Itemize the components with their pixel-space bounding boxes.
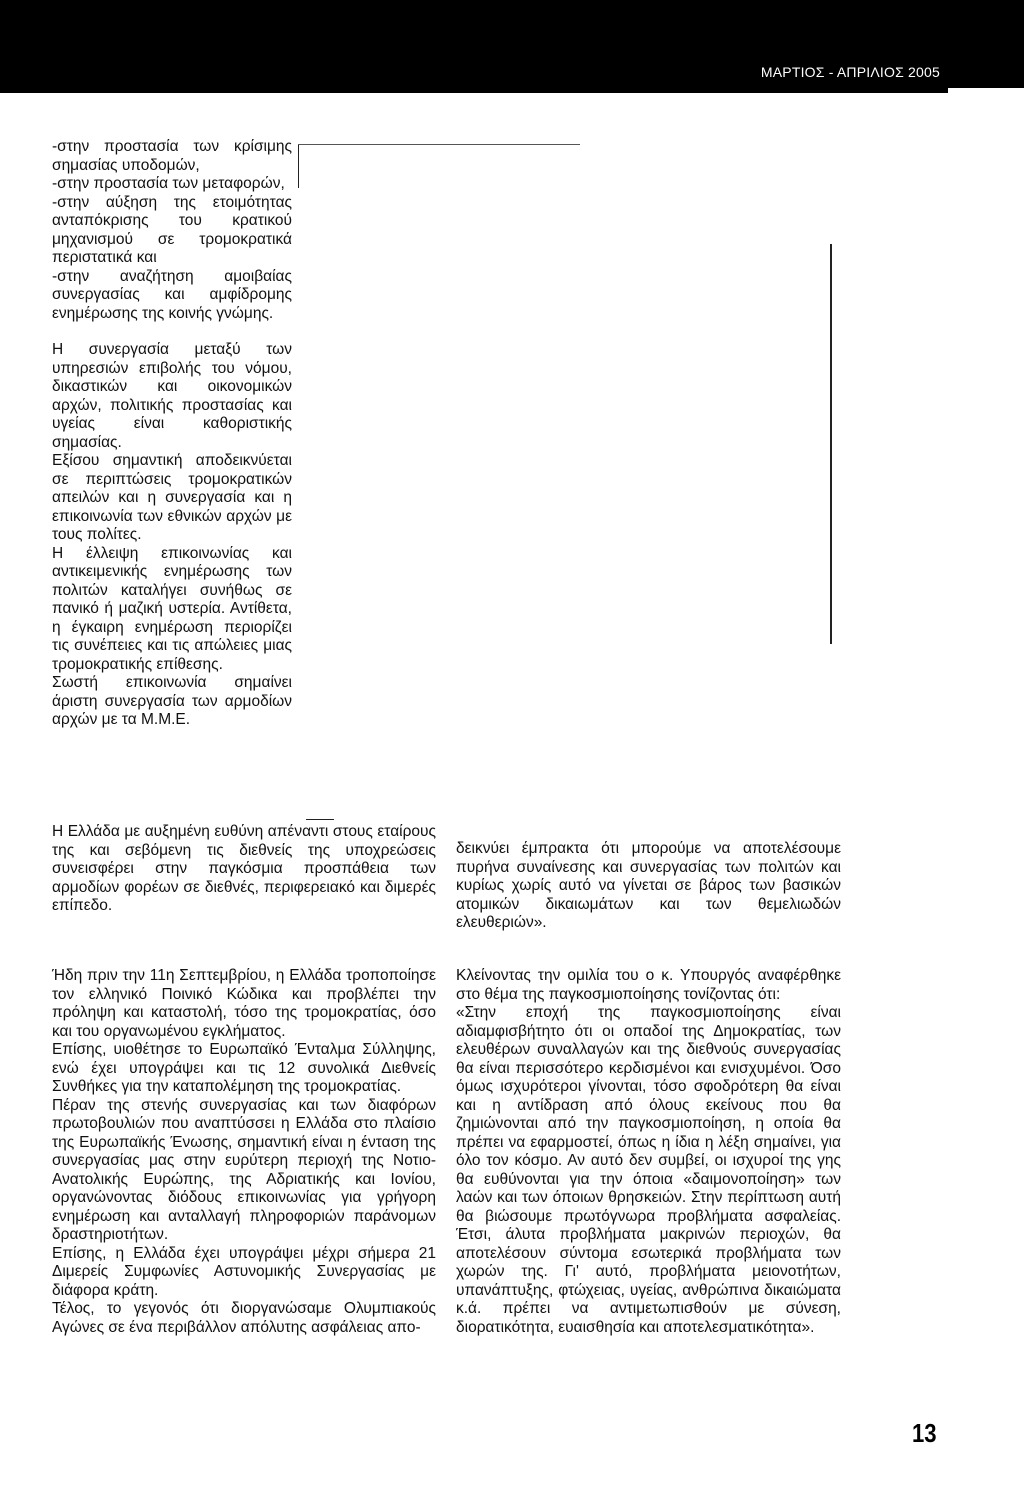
column-left bbox=[52, 138, 292, 730]
paragraph: Σωστή επικοινωνία σημαίνει άριστη συνεργασία των αρμοδίων αρχών με τα Μ.Μ.Ε. bbox=[52, 674, 292, 728]
paragraph: -στην αύξηση της ετοιμότητας ανταπόκρισης του κρατικού μηχανισμού σε τρομοκρατικά περιστατικά και bbox=[52, 193, 292, 266]
paragraph: Εξίσου σημαντική αποδεικνύεται σε περιπτώσεις τρομοκρατικών απειλών και η συνεργασία και η επικοινωνία των εθνικών αρχών με τους πολίτες. bbox=[52, 452, 292, 543]
paragraph: Ήδη πριν την 11η Σεπτεμβρίου, η Ελλάδα τροποποίησε τον ελληνικό Ποινικό Κώδικα και προβλέπει την πρόληψη και καταστολή, τόσο της τρομοκρατίας, όσο και του οργανωμένου εγκλήματος. bbox=[52, 967, 436, 1040]
paragraph: Επίσης, η Ελλάδα έχει υπογράψει μέχρι σήμερα 21 Διμερείς Συμφωνίες Αστυνομικής Συνεργασίας με διάφορα κράτη. bbox=[52, 1244, 436, 1299]
paragraph: δεικνύει έμπρακτα ότι μπορούμε να αποτελέσουμε πυρήνα συναίνεσης και συνεργασίας των πολιτών και κυρίως χωρίς αυτό να γίνεται σε βάρος των βασικών ατομικών δικαιωμάτων και των θεμελιωδών ελευθεριών». bbox=[456, 840, 841, 931]
column-wide-body bbox=[52, 967, 436, 1337]
paragraph: -στην προστασία των μεταφορών, bbox=[52, 175, 285, 192]
paragraph: Κλείνοντας την ομιλία του ο κ. Υπουργός αναφέρθηκε στο θέμα της παγκοσμιοποίησης τονίζοντας ότι: bbox=[456, 967, 841, 1003]
paragraph: -στην προστασία των κρίσιμης σημασίας υποδομών, bbox=[52, 138, 292, 174]
paragraph: Η Ελλάδα με αυξημένη ευθύνη απέναντι στους εταίρους της και σεβόμενη τις διεθνείς της υποχρεώσεις συνεισφέρει στην παγκόσμια προσπάθεια των αρμοδίων φορέων σε διεθνές, περιφερειακό και διμερές επίπεδο. bbox=[52, 823, 436, 914]
frame-line-bottom bbox=[306, 819, 334, 820]
column-right-body bbox=[456, 967, 841, 1337]
photo-placeholder bbox=[298, 144, 834, 824]
paragraph: «Στην εποχή της παγκοσμιοποίησης είναι αδιαμφισβήτητο ότι οι οπαδοί της Δημοκρατίας, των ελευθέρων συναλλαγών και της διεθνούς συνεργασίας θα είναι περισσότερο κερδισμένοι και ενισχυμένοι. Όσο όμως ισχυρότεροι γίνονται, τόσο σφοδρότερη θα είναι και η αντίδραση από όλους εκείνους που θα ζημιώνονται από την παγκοσμιοποίηση, η οποία θα πρέπει να εφαρμοστεί, όπως η ίδια η λέξη σημαίνει, για όλο τον κόσμο. Αν αυτό δεν συμβεί, οι ισχυροί της γης θα ευθύνονται για την όποια «δαιμονοποίηση» των λαών και των όποιων θρησκειών. Στην περίπτωση αυτή θα βιώσουμε πρωτόγνωρα προβλήματα ασφαλείας. Έτσι, άλυτα προβλήματα μακρινών περιοχών, θα αποτελέσουν σύντομα εσωτερικά προβλήματα των χωρών της. Γι' αυτό, προβλήματα μειονοτήτων, υπανάπτυξης, φτώχειας, υγείας, ανθρώπινα δικαιώματα κ.ά. πρέπει να αντιμετωπισθούν με σύνεση, διορατικότητα, ευαισθησία και αποτελεσματικότητα». bbox=[456, 1004, 841, 1336]
page-number: 13 bbox=[912, 1418, 937, 1448]
column-right-top bbox=[456, 840, 841, 933]
header-rule bbox=[0, 88, 948, 93]
column-wide-top bbox=[52, 823, 436, 916]
issue-date: ΜΑΡΤΙΟΣ - ΑΠΡΙΛΙΟΣ 2005 bbox=[760, 64, 940, 80]
paragraph: Τέλος, το γεγονός ότι διοργανώσαμε Ολυμπιακούς Αγώνες σε ένα περιβάλλον απόλυτης ασφάλειας απο- bbox=[52, 1300, 436, 1336]
frame-line-right bbox=[830, 244, 832, 644]
paragraph: -στην αναζήτηση αμοιβαίας συνεργασίας και αμφίδρομης ενημέρωσης της κοινής γνώμης. bbox=[52, 267, 292, 322]
paragraph: Επίσης, υιοθέτησε το Ευρωπαϊκό Ένταλμα Σύλληψης, ενώ έχει υπογράψει και τις 12 συνολικά Διεθνείς Συνθήκες για την καταπολέμηση της τρομοκρατίας. bbox=[52, 1041, 436, 1095]
paragraph: Η συνεργασία μεταξύ των υπηρεσιών επιβολής του νόμου, δικαστικών και οικονομικών αρχών, πολιτικής προστασίας και υγείας είναι καθοριστικής σημασίας. bbox=[52, 341, 292, 451]
paragraph: Πέραν της στενής συνεργασίας και των διαφόρων πρωτοβουλιών που αναπτύσσει η Ελλάδα στο πλαίσιο της Ευρωπαϊκής Ένωσης, σημαντική είναι η ένταση της συνεργασίας μας στην ευρύτερη περιοχή της Νοτιο-Ανατολικής Ευρώπης, της Αδριατικής και Ιονίου, οργανώνοντας διόδους επικοινωνίας για γρήγορη ενημέρωση και ανταλλαγή πληροφοριών παράνομων δραστηριοτήτων. bbox=[52, 1096, 436, 1243]
frame-line-top bbox=[298, 144, 580, 145]
frame-line-left bbox=[298, 144, 299, 188]
paragraph: Η έλλειψη επικοινωνίας και αντικειμενικής ενημέρωσης των πολιτών καταλήγει συνήθως σε πανικό ή μαζική υστερία. Αντίθετα, η έγκαιρη ενημέρωση περιορίζει τις συνέπειες και τις απώλειες μιας τρομοκρατικής επίθεσης. bbox=[52, 544, 292, 673]
